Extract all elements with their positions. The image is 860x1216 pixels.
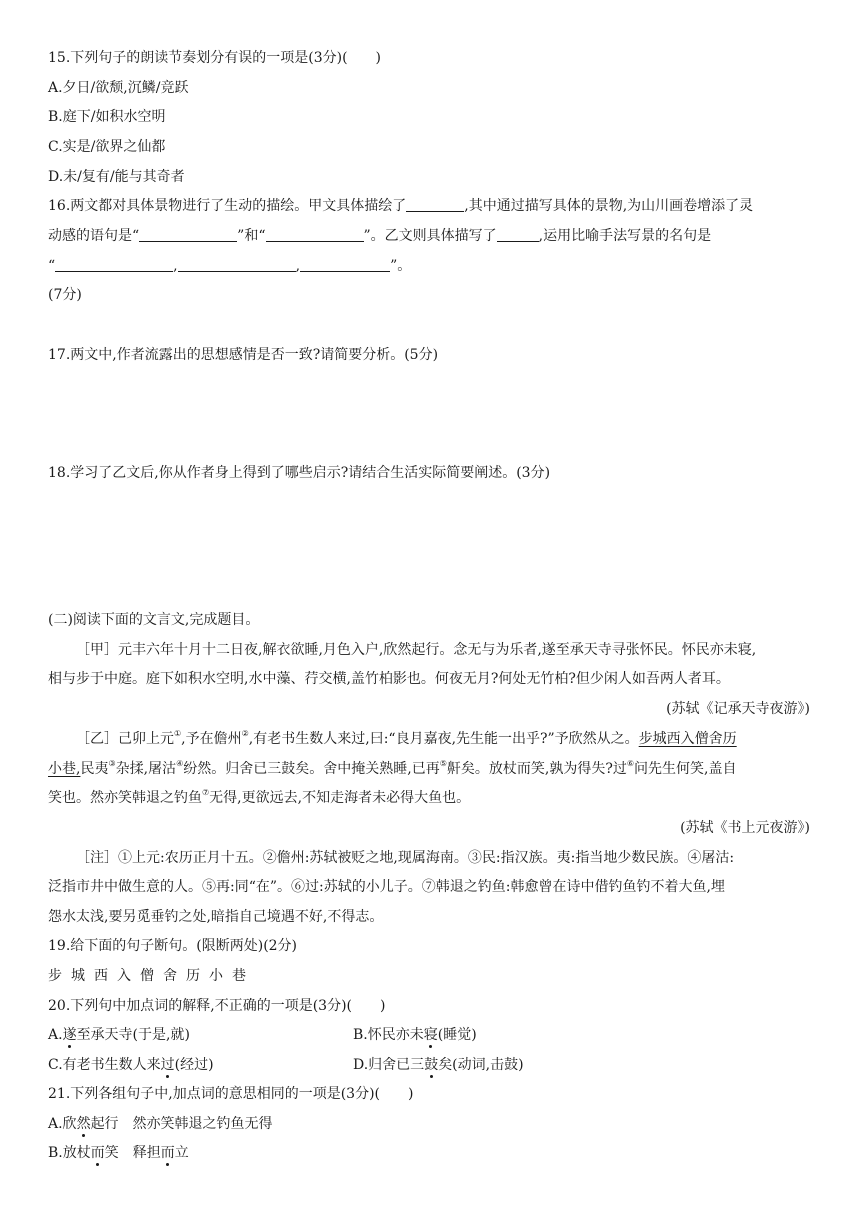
answer-blank[interactable]	[497, 227, 539, 242]
q19-sentence[interactable]: 步城西入僧舍历小巷	[48, 968, 255, 984]
text-jia-source: (苏轼《记承天寺夜游》)	[666, 701, 810, 717]
notes-line-2: 泛指市井中做生意的人。⑤再:同“在”。⑥过:苏轼的小儿子。⑦韩退之钓鱼:韩愈曾在诗中借钓鱼钓不着大鱼,埋	[48, 879, 725, 895]
text-jia-line-1: ［甲］元丰六年十月十二日夜,解衣欲睡,月色入户,欣然起行。念无与为乐者,遂至承天寺寻张怀民。怀民亦未寝,	[76, 642, 757, 658]
q21-option-a: A.欣然起行 然亦笑韩退之钓鱼无得	[48, 1116, 273, 1132]
notes-line-1: ［注］①上元:农历正月十五。②儋州:苏轼被贬之地,现属海南。③民:指汉族。夷:指当地少数民族。④屠沽:	[76, 850, 735, 866]
footnote-marker: ④	[176, 759, 184, 768]
q15-option-a: A.夕日/欲颓,沉鳞/竞跃	[48, 80, 189, 96]
q15-option-c: C.实是/欲界之仙都	[48, 139, 166, 155]
footnote-marker: ①	[174, 729, 182, 738]
dotted-word: 寝	[423, 1027, 438, 1043]
q15-stem: 15.下列句子的朗读节奏划分有误的一项是(3分)( )	[48, 50, 382, 66]
q15-option-b: B.庭下/如积水空明	[48, 109, 166, 125]
q16-score: (7分)	[48, 287, 82, 303]
text-yi-source: (苏轼《书上元夜游》)	[680, 820, 810, 836]
text-yi-line-2: 小巷,民夷③杂揉,屠沽④纷然。归舍已三鼓矣。舍中掩关熟睡,已再⑤鼾矣。放杖而笑,孰为得失?过⑥问先生何笑,盖自	[48, 759, 737, 777]
footnote-marker: ⑤	[439, 759, 447, 768]
underlined-sentence: 小巷,	[48, 761, 81, 777]
underlined-sentence: 步城西入僧舍历	[638, 731, 737, 747]
section-heading: (二)阅读下面的文言文,完成题目。	[48, 612, 260, 628]
dotted-word: 遂	[62, 1027, 77, 1043]
q20-stem: 20.下列句中加点词的解释,不正确的一项是(3分)( )	[48, 998, 386, 1014]
dotted-word: 而	[90, 1145, 105, 1161]
footnote-marker: ②	[241, 729, 249, 738]
answer-blank[interactable]	[406, 197, 464, 212]
text-jia-line-2: 相与步于中庭。庭下如积水空明,水中藻、荇交横,盖竹柏影也。何夜无月?何处无竹柏?但少闲人如吾两人者耳。	[48, 671, 730, 687]
dotted-word: 过	[160, 1057, 175, 1073]
dotted-word: 然	[76, 1116, 91, 1132]
q20-option-a: A.遂至承天寺(于是,就)	[48, 1027, 190, 1043]
footnote-marker: ⑦	[202, 788, 210, 797]
answer-blank[interactable]	[139, 227, 237, 242]
q21-option-b: B.放杖而笑 释担而立	[48, 1145, 189, 1161]
footnote-marker: ⑥	[626, 759, 635, 768]
text-yi-line-3: 笑也。然亦笑韩退之钓鱼⑦无得,更欲远去,不知走海者未必得大鱼也。	[48, 788, 471, 806]
answer-blank[interactable]	[178, 257, 296, 272]
dotted-word: 鼓	[424, 1057, 439, 1073]
q15-option-d: D.未/复有/能与其奇者	[48, 169, 185, 185]
q20-option-c: C.有老书生数人来过(经过)	[48, 1057, 214, 1073]
q16-line-2: 动感的语句是“ ”和“ ”。乙文则具体描写了 ,运用比喻手法写景的名句是	[48, 228, 712, 244]
footnote-marker: ③	[108, 759, 116, 768]
q16-line-3: “ , , ”。	[48, 258, 412, 274]
q18-stem: 18.学习了乙文后,你从作者身上得到了哪些启示?请结合生活实际简要阐述。(3分)	[48, 465, 551, 481]
text-yi-line-1: ［乙］己卯上元①,予在儋州②,有老书生数人来过,曰:“良月嘉夜,先生能一出乎?”予欣然从之。步城西入僧舍历	[76, 729, 737, 747]
answer-blank[interactable]	[300, 257, 390, 272]
notes-line-3: 怨水太浅,要另觅垂钓之处,暗指自己境遇不好,不得志。	[48, 909, 384, 925]
q19-stem: 19.给下面的句子断句。(限断两处)(2分)	[48, 938, 298, 954]
q20-option-d: D.归舍已三鼓矣(动词,击鼓)	[353, 1057, 524, 1073]
q16-line-1: 16.两文都对具体景物进行了生动的描绘。甲文具体描绘了 ,其中通过描写具体的景物,为山川画卷增添了灵	[48, 198, 754, 214]
dotted-word: 而	[160, 1145, 175, 1161]
q20-option-b: B.怀民亦未寝(睡觉)	[353, 1027, 477, 1043]
q21-stem: 21.下列各组句子中,加点词的意思相同的一项是(3分)( )	[48, 1086, 414, 1102]
answer-blank[interactable]	[266, 227, 364, 242]
answer-blank[interactable]	[55, 257, 173, 272]
q17-stem: 17.两文中,作者流露出的思想感情是否一致?请简要分析。(5分)	[48, 347, 439, 363]
